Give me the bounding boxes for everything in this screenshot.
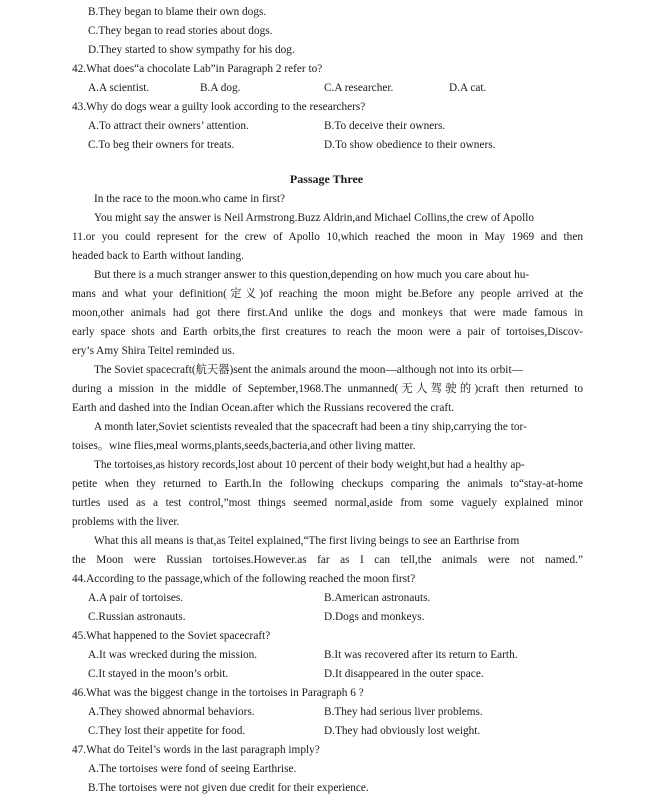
passage-line: turtles used as a test control,”most things seemed normal,aside from some vaguely explained minor [72,497,583,509]
question-46-option-b: B.They had serious liver problems. [324,706,483,718]
passage-line: problems with the liver. [72,516,180,528]
question-42-option-d: D.A cat. [449,82,487,94]
passage-line: mans and what your definition(定义)of reaching the moon might be.Before any people arrived at the [72,288,583,300]
option-b: B.They began to blame their own dogs. [88,6,267,18]
question-44-option-a: A.A pair of tortoises. [88,592,184,604]
question-44-option-c: C.Russian astronauts. [88,611,186,623]
question-47-option-a: A.The tortoises were fond of seeing Earthrise. [88,763,297,775]
passage-line: Earth and dashed into the Indian Ocean.after which the Russians recovered the craft. [72,402,455,414]
passage-line: In the race to the moon.who came in first? [94,193,286,205]
question-45-option-a: A.It was wrecked during the mission. [88,649,258,661]
passage-line: You might say the answer is Neil Armstrong.Buzz Aldrin,and Michael Collins,the crew of Apollo [94,212,535,224]
passage-line: petite when they returned to Earth.In the following checkups comparing the animals to“stay-at-home [72,478,583,490]
passage-line: during a mission in the middle of September,1968.The unmanned(无人驾驶的)craft then returned to [72,383,583,395]
passage-title: Passage Three [289,172,364,186]
question-43-option-a: A.To attract their owners’ attention. [88,120,249,132]
passage-line: What this all means is that,as Teitel explained,“The first living beings to see an Earthrise from [94,535,520,547]
passage-line: moon,other animals had got there first.And unlike the dogs and monkeys that were made famous in [72,307,583,319]
passage-line: The tortoises,as history records,lost about 10 percent of their body weight,but had a healthy ap- [94,459,525,471]
question-44-option-d: D.Dogs and monkeys. [324,611,425,623]
question-47-stem: 47.What do Teitel’s words in the last paragraph imply? [72,744,320,756]
question-42-option-a: A.A scientist. [88,82,150,94]
passage-line: The Soviet spacecraft(航天器)sent the animals around the moon—although not into its orbit— [94,364,523,376]
passage-line: early space shots and Earth orbits,the first creatures to reach the moon were a pair of tortoises,Discov- [72,326,583,338]
option-d: D.They started to show sympathy for his dog. [88,44,295,56]
question-46-option-d: D.They had obviously lost weight. [324,725,481,737]
question-46-option-c: C.They lost their appetite for food. [88,725,246,737]
question-45-option-b: B.It was recovered after its return to Earth. [324,649,518,661]
option-c: C.They began to read stories about dogs. [88,25,273,37]
question-46-option-a: A.They showed abnormal behaviors. [88,706,255,718]
passage-line: ery’s Amy Shira Teitel reminded us. [72,345,235,357]
question-42-option-b: B.A dog. [200,82,241,94]
question-43-option-c: C.To beg their owners for treats. [88,139,235,151]
question-45-stem: 45.What happened to the Soviet spacecraft? [72,630,271,642]
question-43-option-d: D.To show obedience to their owners. [324,139,496,151]
question-44-option-b: B.American astronauts. [324,592,431,604]
question-42-stem: 42.What does“a chocolate Lab”in Paragraph 2 refer to? [72,63,323,75]
question-43-option-b: B.To deceive their owners. [324,120,446,132]
passage-line: 11.or you could represent for the crew of Apollo 10,which reached the moon in May 1969 and then [72,231,583,243]
passage-line: toises。wine flies,meal worms,plants,seeds,bacteria,and other living matter. [72,440,416,452]
question-47-option-b: B.The tortoises were not given due credit for their experience. [88,782,369,794]
passage-line: headed back to Earth without landing. [72,250,244,262]
question-45-option-c: C.It stayed in the moon’s orbit. [88,668,229,680]
question-42-option-c: C.A researcher. [324,82,394,94]
passage-line: But there is a much stranger answer to this question,depending on how much you care about hu- [94,269,530,281]
question-45-option-d: D.It disappeared in the outer space. [324,668,484,680]
passage-line: the Moon were Russian tortoises.However.as far as I can tell,the animals were not named.” [72,554,583,566]
question-44-stem: 44.According to the passage,which of the following reached the moon first? [72,573,416,585]
question-43-stem: 43.Why do dogs wear a guilty look according to the researchers? [72,101,366,113]
question-46-stem: 46.What was the biggest change in the tortoises in Paragraph 6 ? [72,687,364,699]
passage-line: A month later,Soviet scientists revealed that the spacecraft had been a tiny ship,carrying the tor- [94,421,527,433]
